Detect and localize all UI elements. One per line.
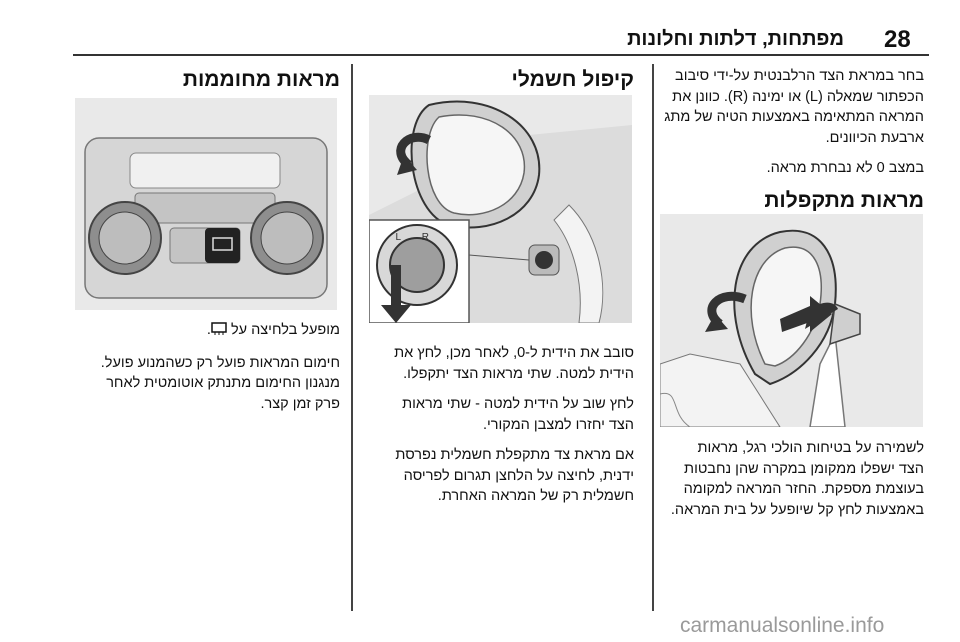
text-line: פרק זמן קצר.: [260, 395, 340, 412]
left-column-lower: [70, 320, 340, 424]
svg-text:R: R: [421, 232, 429, 243]
text-line: הצד ישפלו ממקומן במקרה שהן נחבטות: [684, 460, 924, 477]
heated-mirror-icon: [211, 322, 227, 343]
text-line: באמצעות לחץ קל שיופעל על בית המראה.: [670, 501, 924, 518]
folding-mirrors-paragraph: [654, 438, 924, 520]
text-line: המראה המתאימה באמצעות הטיה של מתג: [664, 109, 924, 125]
manual-unfold-paragraph: [372, 445, 634, 507]
unfold-instructions-paragraph: [372, 394, 634, 435]
folding-mirror-figure: [660, 214, 923, 427]
text-line: הצד יחזרו למצבן המקורי.: [483, 416, 634, 433]
text-end: .: [206, 322, 211, 338]
folding-mirror-illustration: [660, 214, 923, 427]
fold-instructions-paragraph: [372, 343, 634, 384]
text-line: סובב את הידית ל-0, לאחר מכן, לחץ את: [394, 345, 634, 361]
page-header: [0, 10, 960, 53]
page-number: 28: [884, 26, 911, 53]
text-line: חשמלית רק של המראה האחרת.: [437, 488, 634, 504]
mirror-control-knob: [535, 251, 553, 269]
text-line: לשמירה על בטיחות הולכי רגל, מראות: [697, 440, 924, 456]
svg-text:L: L: [395, 232, 401, 243]
heater-activation-text: [70, 320, 340, 343]
text-line: לחץ שוב על הידית למטה - שתי מראות: [402, 396, 634, 412]
text-line: מופעל בלחיצה על: [230, 322, 340, 338]
heated-mirrors-heading: מראות מחוממות: [182, 68, 340, 91]
text-line: ידנית, לחיצה על הלחצן תגרום לפריסה: [403, 467, 634, 484]
folding-mirrors-heading: מראות מתקפלות: [764, 188, 924, 212]
column-divider-left: [351, 64, 353, 611]
mirror-select-paragraph: [662, 66, 924, 148]
heated-mirror-button: [205, 228, 240, 263]
mirror-control-figure: [369, 95, 632, 323]
text-line: בחר במראת הצד הרלבנטית על-ידי סיבוב: [675, 68, 924, 84]
text-line: חימום המראות פועל רק כשהמנוע פועל.: [100, 354, 340, 371]
right-column-lower: [654, 438, 924, 530]
left-column: [78, 64, 340, 92]
text-line: ארבעת הכיוונים.: [825, 129, 924, 146]
text-line: מנגנון החימום מתנתק אוטומטית לאחר: [106, 375, 340, 391]
middle-column: [372, 64, 634, 92]
neutral-position-text: במצב 0 לא נבחרת מראה.: [766, 160, 924, 176]
text-line: הידית למטה. שתי מראות הצד יתקפלו.: [403, 365, 634, 382]
mirror-control-illustration: [369, 95, 632, 323]
text-line: הכפתור שמאלה (L) או ימינה (R). כוונן את: [672, 88, 924, 105]
middle-column-lower: [372, 343, 634, 517]
text-line: אם מראת צד מתקפלת חשמלית נפרסת: [395, 447, 634, 463]
climate-panel-figure: [75, 98, 337, 310]
header-rule: [73, 54, 929, 56]
right-column: [662, 64, 924, 213]
running-title: מפתחות, דלתות וחלונות: [627, 28, 844, 50]
watermark: carmanualsonline.info: [680, 614, 885, 637]
heater-operation-paragraph: [70, 353, 340, 415]
text-line: בעוצמת מספקת. החזר המראה למקומה: [683, 481, 924, 497]
climate-panel-illustration: [75, 98, 337, 310]
electric-folding-heading: קיפול חשמלי: [511, 68, 634, 91]
